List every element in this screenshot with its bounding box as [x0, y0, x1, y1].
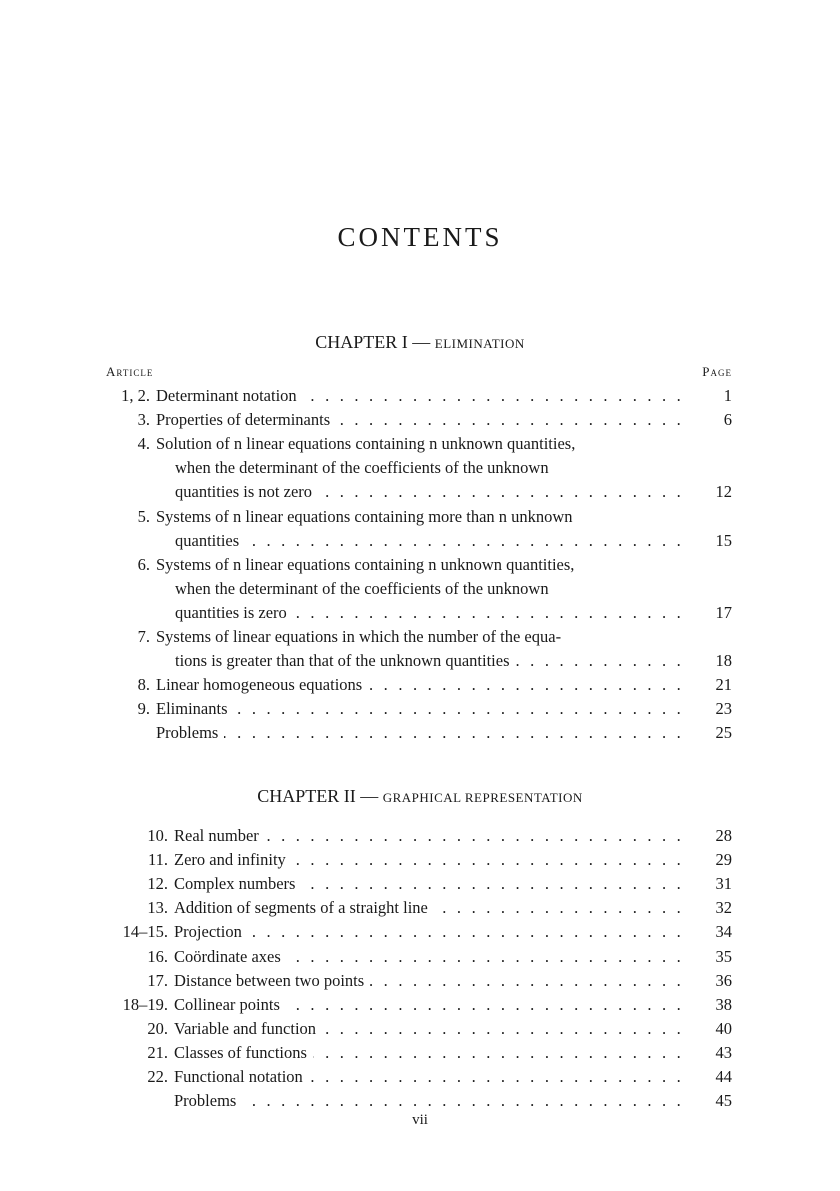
entry-title-text: Problems [174, 1091, 242, 1110]
page-ref: 23 [715, 699, 732, 719]
article-number: 18–19. [122, 994, 168, 1014]
entry-title [156, 625, 692, 649]
entry-title [156, 432, 692, 456]
entry-title-text: Classes of functions [174, 1043, 313, 1062]
toc-entry-line [0, 824, 840, 848]
toc-entry-line [0, 553, 840, 577]
article-number: 13. [147, 898, 168, 918]
article-number: 22. [147, 1067, 168, 1086]
toc-entry-line [0, 529, 840, 553]
entry-title [175, 649, 684, 673]
entry-title-text: Zero and infinity [174, 850, 292, 869]
article-number: 14–15. [122, 922, 168, 942]
entry-title [174, 945, 684, 969]
chapter-1-heading [0, 332, 840, 353]
entry-title-text: Functional notation [174, 1067, 309, 1086]
entry-title [174, 1089, 684, 1113]
page-title: CONTENTS [337, 222, 503, 252]
toc-entry-line [0, 456, 840, 480]
entry-title [175, 480, 684, 504]
toc-entry-line [0, 1065, 840, 1089]
page-ref: 1 [723, 386, 732, 405]
page-column-header: Page [702, 364, 732, 379]
entry-title [175, 529, 684, 553]
entry-title-text: quantities is not zero [175, 482, 318, 501]
entry-title-text: Properties of determinants [156, 410, 336, 429]
toc-entry-line [0, 848, 840, 872]
article-number: 4. [137, 434, 150, 454]
article-number: 1, 2. [121, 386, 150, 405]
page-ref: 18 [715, 651, 732, 671]
entry-title [175, 456, 692, 480]
page-ref: 44 [715, 1067, 732, 1086]
toc-entry-line [0, 408, 840, 432]
entry-title-text: Systems of n linear equations containing n unknown quantities, [156, 555, 580, 574]
entry-title-text: when the determinant of the coefficients of the unknown [175, 579, 555, 598]
entry-title-text: Coördinate axes [174, 947, 287, 966]
chapter-2-heading-sub: GRAPHICAL REPRESENTATION [382, 790, 583, 805]
entry-title-text: quantities is zero [175, 603, 293, 622]
page-ref: 25 [715, 723, 732, 743]
entry-title-text: quantities [175, 531, 245, 550]
article-number: 17. [147, 970, 168, 990]
entry-title-text: Addition of segments of a straight line [174, 898, 434, 917]
entry-title [156, 673, 684, 697]
entry-title [156, 553, 692, 577]
toc-entry-line [0, 505, 840, 529]
entry-title-text: Problems [156, 723, 224, 742]
entry-title-text: when the determinant of the coefficients of the unknown [175, 458, 555, 477]
entry-title-text: Eliminants [156, 699, 234, 718]
article-number: 9. [137, 699, 150, 719]
page-ref: 40 [715, 1018, 732, 1038]
toc-entry-line [0, 969, 840, 993]
article-number: 20. [147, 1018, 168, 1038]
toc-entry-line [0, 673, 840, 697]
toc-entry-line [0, 872, 840, 896]
toc-entry-line [0, 480, 840, 504]
entry-title [174, 993, 684, 1017]
toc-entry-line [0, 1041, 840, 1065]
entry-title-text: Linear homogeneous equations [156, 675, 368, 694]
toc-entry-line [0, 384, 840, 408]
entry-title-text: Solution of n linear equations containing n unknown quantities, [156, 434, 581, 453]
toc-entry-line [0, 896, 840, 920]
entry-title [174, 969, 684, 993]
entry-title [174, 872, 684, 896]
toc-entry-line [0, 1089, 840, 1113]
entry-title [174, 920, 684, 944]
entry-title [174, 1017, 684, 1041]
entry-title [174, 1065, 684, 1089]
page-ref: 28 [715, 826, 732, 845]
article-number: 6. [137, 554, 150, 574]
page-ref: 15 [715, 530, 732, 550]
page-ref: 34 [715, 922, 732, 942]
toc-entry-line [0, 432, 840, 456]
page-ref: 29 [715, 850, 732, 870]
entry-title [175, 577, 692, 601]
article-number: 21. [147, 1042, 168, 1062]
entry-title [156, 408, 684, 432]
chapter-2-heading [0, 786, 840, 807]
entry-title-text: Variable and function [174, 1019, 322, 1038]
article-number: 8. [137, 675, 150, 695]
page-number: vii [412, 1112, 428, 1128]
page-ref: 31 [715, 874, 732, 894]
article-number: 7. [137, 627, 150, 646]
entry-title-text: Collinear points [174, 995, 286, 1014]
toc-entry-line [0, 920, 840, 944]
entry-title [156, 697, 684, 721]
toc-entry-line [0, 649, 840, 673]
article-number: 10. [147, 826, 168, 845]
toc-entry-line [0, 945, 840, 969]
entry-title-text: Systems of linear equations in which the number of the equa- [156, 627, 567, 646]
article-number: 11. [147, 850, 168, 870]
article-number: 12. [147, 874, 168, 894]
entry-title [174, 896, 684, 920]
entry-title-text: Complex numbers [174, 874, 301, 893]
entry-title [174, 1041, 684, 1065]
chapter-1-heading-main: CHAPTER I — [315, 332, 435, 352]
entry-title [175, 601, 684, 625]
page-ref: 38 [715, 994, 732, 1014]
toc-entry-line [0, 1017, 840, 1041]
entry-title [174, 848, 684, 872]
page-ref: 35 [715, 946, 732, 966]
toc-entry-line [0, 601, 840, 625]
page-ref: 32 [715, 898, 732, 918]
entry-title [156, 384, 684, 408]
entry-title-text: Systems of n linear equations containing more than n unknown [156, 507, 579, 526]
page-ref: 6 [723, 410, 732, 430]
toc-entry-line [0, 697, 840, 721]
article-number: 16. [147, 946, 168, 966]
toc-entry-line [0, 993, 840, 1017]
entry-title [156, 721, 684, 745]
article-column-header: Article [106, 364, 154, 379]
entry-title-text: Distance between two points [174, 971, 370, 990]
page-ref: 43 [715, 1042, 732, 1062]
toc-entry-line [0, 577, 840, 601]
page-ref: 36 [715, 970, 732, 990]
entry-title [156, 505, 692, 529]
page-ref: 21 [715, 675, 732, 695]
entry-title-text: Projection [174, 922, 248, 941]
page-ref: 17 [715, 602, 732, 622]
chapter-2-heading-main: CHAPTER II — [257, 786, 383, 806]
entry-title-text: Real number [174, 826, 265, 845]
page-ref: 45 [715, 1091, 732, 1111]
entry-title [174, 824, 684, 848]
article-number: 3. [137, 410, 150, 430]
toc-entry-line [0, 721, 840, 745]
entry-title-text: tions is greater than that of the unknown quantities [175, 651, 516, 670]
chapter-1-heading-sub: ELIMINATION [434, 336, 525, 351]
entry-title-text: Determinant notation [156, 386, 303, 405]
page-ref: 12 [715, 482, 732, 502]
toc-entry-line [0, 625, 840, 649]
article-number: 5. [137, 506, 150, 526]
